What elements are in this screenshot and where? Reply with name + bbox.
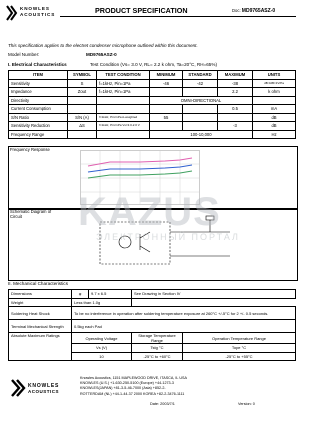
frequency-response-label: Frequency Response bbox=[10, 147, 50, 152]
cell-abs-max-label: Absolute Maximum Ratings bbox=[9, 333, 72, 361]
cell-max: -3 bbox=[218, 122, 253, 131]
cell-item: Impedance bbox=[9, 88, 68, 97]
cell-vs-symbol: Vs (V) bbox=[72, 344, 132, 353]
col-header: STANDARD bbox=[183, 71, 218, 80]
watermark-subtitle: ЭЛЕКТРОННЫЙ ПОРТАЛ bbox=[96, 232, 240, 242]
cell-min bbox=[150, 122, 183, 131]
footer-brand-line-2: ACOUSTICS bbox=[28, 389, 60, 394]
doc-label: Doc: bbox=[232, 8, 241, 13]
section-1-heading: I. Electrical Characteristics bbox=[8, 62, 67, 67]
col-header: ITEM bbox=[9, 71, 68, 80]
cell-item: Frequency Range bbox=[9, 130, 68, 139]
test-condition: Test Condition (Vs= 3.0 V, RL= 2.2 k ohm, Ta=20°C, RH=65%) bbox=[90, 62, 217, 67]
footer-knowles-logo-icon bbox=[10, 378, 70, 398]
cell-solder-label: Soldering Heat Shock bbox=[9, 307, 72, 320]
cell-symbol bbox=[68, 96, 97, 105]
footer-line-4: ROTTERDAM (NL) +44-1-44-37 2000 KOREA +82-2-3476-1111 bbox=[80, 391, 185, 396]
knowles-logo-icon bbox=[6, 5, 18, 21]
doc-number-value: MD9765ASZ-0 bbox=[241, 8, 276, 14]
cell-vs-value: 10 bbox=[72, 352, 132, 361]
table-row bbox=[9, 320, 296, 333]
col-header: MINIMUM bbox=[150, 71, 183, 80]
col-header: TEST CONDITION bbox=[97, 71, 150, 80]
cell-unit: Hz bbox=[253, 130, 296, 139]
cell-op-temp-range: Operation Temperature Range bbox=[183, 333, 296, 344]
cell-min: 55 bbox=[150, 113, 183, 122]
cell-item: Directivity bbox=[9, 96, 68, 105]
footer-line-2: KNOWLES (U.S.) +1-630-250-5100 (Europe) +44-1273-3 bbox=[80, 381, 174, 386]
cell-item: Sensitivity bbox=[9, 79, 68, 88]
schematic-label-line-1: Schematic Diagram of bbox=[10, 209, 52, 214]
watermark-logo: KAZUS bbox=[78, 190, 221, 234]
page-header bbox=[0, 0, 300, 34]
intro-text: This specification applies to the electret condenser microphone outlined within this document. bbox=[8, 43, 198, 48]
cell-std bbox=[183, 88, 218, 97]
footer-brand-line-1: KNOWLES bbox=[28, 383, 60, 389]
cell-item: S/N Ratio bbox=[9, 113, 68, 122]
cell-condition: f=1kHz, Pin=1Pa Vs=3.0-2.0 V bbox=[97, 122, 150, 131]
section-2-title: II. Mechanical Characteristics bbox=[8, 281, 68, 286]
cell-condition bbox=[97, 96, 150, 105]
cell-max: 2.2 bbox=[218, 88, 253, 97]
cell-weight-label: Weight bbox=[9, 298, 72, 307]
cell-condition bbox=[97, 130, 150, 139]
table-row bbox=[9, 88, 296, 97]
cell-tstg-symbol: Tstg °C bbox=[132, 344, 183, 353]
cell-symbol: S bbox=[68, 79, 97, 88]
table-header-row bbox=[9, 71, 296, 80]
footer-line-3: KNOWLES(JAPAN) +81-3-5-46-7000 (Asia) +852-2- bbox=[80, 386, 166, 391]
cell-unit: mA bbox=[253, 105, 296, 114]
cell-unit: dB bbox=[253, 122, 296, 131]
table-row bbox=[9, 333, 296, 344]
cell-unit: dB 0dB=1V/Pa bbox=[253, 79, 296, 88]
cell-unit bbox=[253, 96, 296, 105]
electrical-table bbox=[8, 70, 296, 139]
cell-dimensions-note: See Drawing in Section IV bbox=[132, 290, 296, 299]
cell-dimensions-label: Dimensions bbox=[9, 290, 72, 299]
cell-std: OMNI-DIRECTIONAL bbox=[150, 96, 253, 105]
cell-std bbox=[183, 122, 218, 131]
mechanical-table bbox=[8, 289, 296, 361]
col-header: MAXIMUM bbox=[218, 71, 253, 80]
table-row bbox=[9, 105, 296, 114]
page-title: PRODUCT SPECIFICATION bbox=[95, 6, 188, 15]
cell-solder-value: To be no interference in operation after soldering temperature exposure at 260°C +/-5°C for 2 +/- 0.5 seconds. bbox=[72, 307, 296, 320]
cell-min bbox=[150, 88, 183, 97]
cell-storage-range: Storage Temperature Range bbox=[132, 333, 183, 344]
cell-dimensions-value: 9.7 x 6.5 bbox=[89, 290, 132, 299]
cell-symbol bbox=[68, 105, 97, 114]
brand-line-1: KNOWLES bbox=[20, 6, 50, 11]
cell-dimensions-symbol: φ bbox=[72, 290, 89, 299]
cell-symbol bbox=[68, 130, 97, 139]
cell-max: 0.5 bbox=[218, 105, 253, 114]
col-header: SYMBOL bbox=[68, 71, 97, 80]
col-header: UNITS bbox=[253, 71, 296, 80]
section-1-title bbox=[8, 62, 217, 67]
cell-condition: f=1kHz, Pin=1Pa bbox=[97, 79, 150, 88]
cell-tstg-value: -25°C to +60°C bbox=[132, 352, 183, 361]
cell-symbol: ΔS bbox=[68, 122, 97, 131]
cell-terminal-label: Terminal Mechanical Strength bbox=[9, 320, 72, 333]
cell-std: 100-10,000 bbox=[150, 130, 253, 139]
cell-std bbox=[183, 113, 218, 122]
table-row bbox=[9, 130, 296, 139]
cell-symbol: Zout bbox=[68, 88, 97, 97]
schematic-label-line-2: Circuit bbox=[10, 214, 22, 219]
cell-condition: f=1kHz, Pin=1Pa A-weighted bbox=[97, 113, 150, 122]
table-row bbox=[9, 96, 296, 105]
footer-line-1: Knowles Acoustics, 1151 MAPLEWOOD DRIVE, ITASCA, IL USA bbox=[80, 376, 187, 380]
cell-tope-value: -25°C to +55°C bbox=[183, 352, 296, 361]
table-row bbox=[9, 79, 296, 88]
cell-condition: f=1kHz, Pin=1Pa bbox=[97, 88, 150, 97]
cell-min: -46 bbox=[150, 79, 183, 88]
doc-number bbox=[232, 8, 275, 14]
version-label: Version: bbox=[238, 402, 252, 406]
cell-tope-symbol: Tope °C bbox=[183, 344, 296, 353]
cell-terminal-value: 0.5kg each Pad bbox=[72, 320, 296, 333]
cell-item: Current Consumption bbox=[9, 105, 68, 114]
table-row bbox=[9, 290, 296, 299]
cell-symbol: S/N (A) bbox=[68, 113, 97, 122]
cell-weight-value: Less than 1.0g bbox=[72, 298, 132, 307]
version-value: 0 bbox=[252, 402, 255, 406]
table-row bbox=[9, 122, 296, 131]
date-value: 2003/7/1 bbox=[160, 402, 175, 406]
cell-item: Sensitivity Reduction bbox=[9, 122, 68, 131]
table-row bbox=[9, 307, 296, 320]
brand-line-2: ACOUSTICS bbox=[20, 11, 56, 17]
schematic-label bbox=[10, 209, 51, 219]
cell-condition bbox=[97, 105, 150, 114]
date-label: Date: bbox=[150, 402, 160, 406]
cell-unit: dB bbox=[253, 113, 296, 122]
empty-cell bbox=[132, 298, 296, 307]
footer-contact bbox=[80, 376, 187, 397]
cell-min bbox=[150, 105, 183, 114]
cell-unit: k ohm bbox=[253, 88, 296, 97]
cell-op-voltage: Operating Voltage bbox=[72, 333, 132, 344]
cell-max bbox=[218, 113, 253, 122]
table-row bbox=[9, 298, 296, 307]
brand-name bbox=[20, 6, 55, 17]
cell-std: -42 bbox=[183, 79, 218, 88]
footer-date bbox=[150, 402, 175, 406]
cell-std bbox=[183, 105, 218, 114]
header-rule bbox=[60, 16, 296, 17]
model-label: Model Number: bbox=[8, 52, 40, 57]
footer-version bbox=[238, 402, 255, 406]
table-row bbox=[9, 113, 296, 122]
cell-max: -38 bbox=[218, 79, 253, 88]
model-value: MD9765ASZ-0 bbox=[86, 52, 117, 57]
